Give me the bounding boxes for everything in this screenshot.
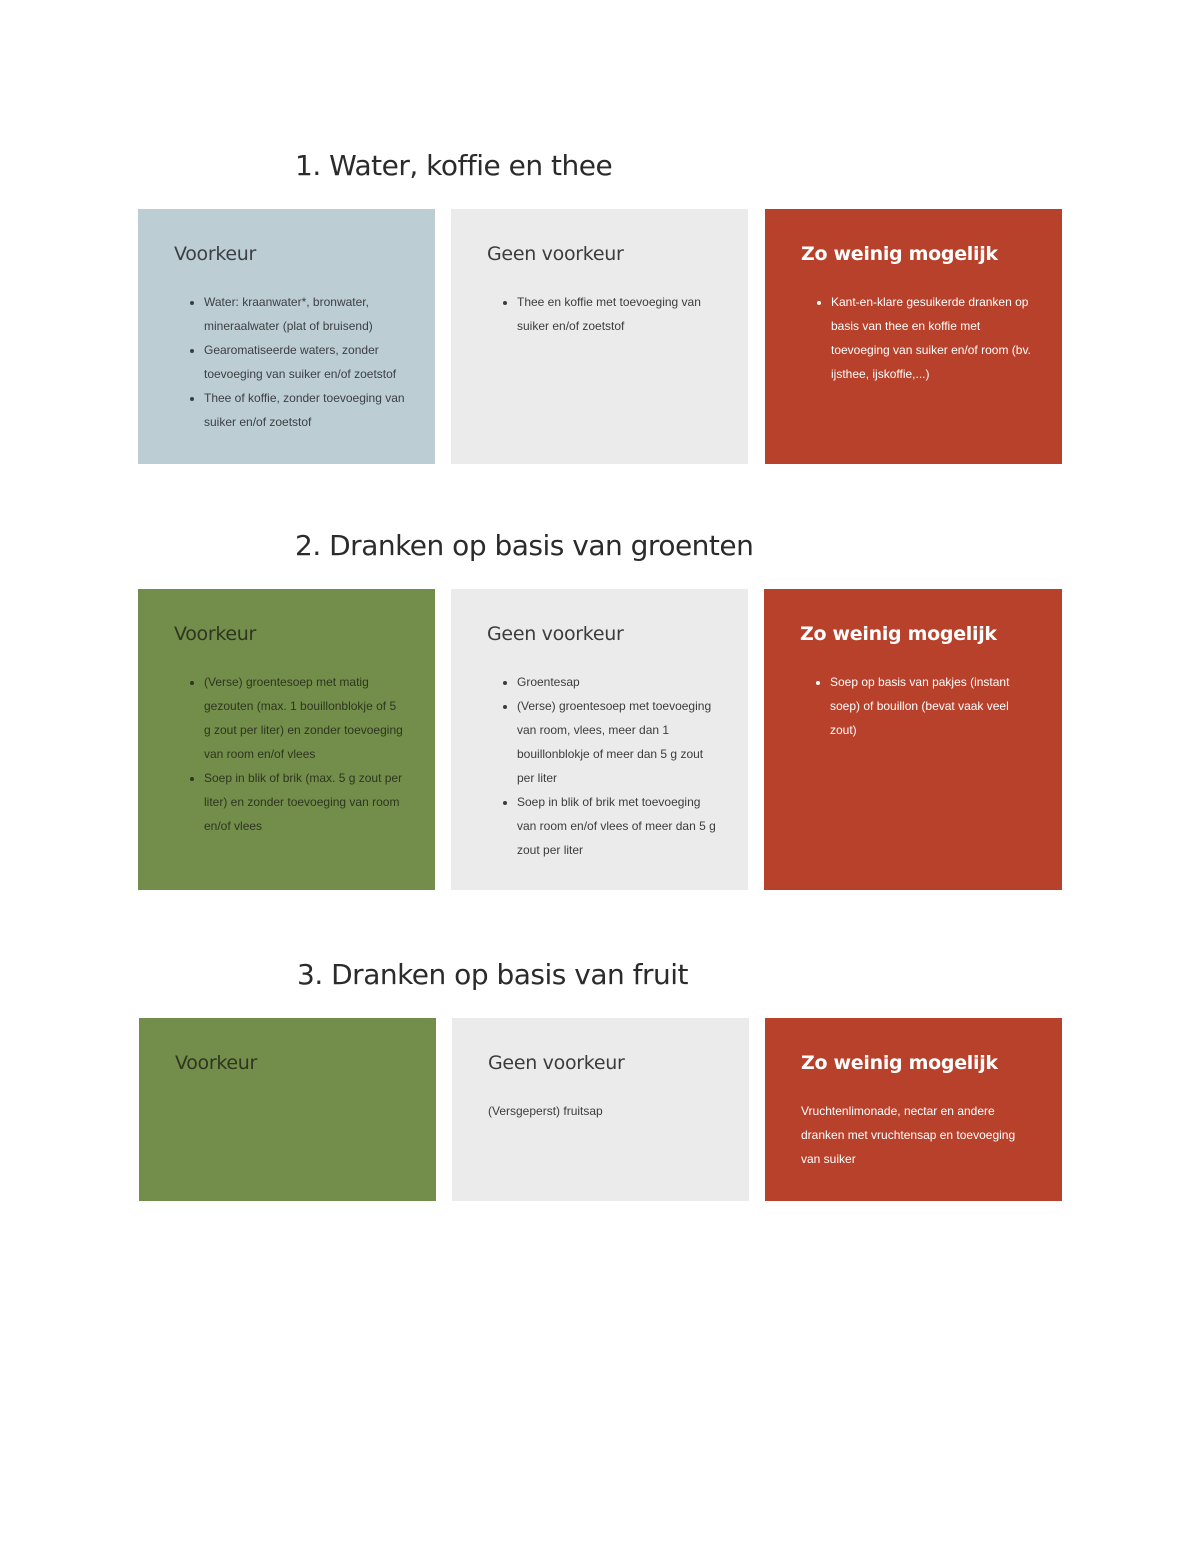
list-item: • Soep in blik of brik (max. 5 g zout per liter) en zonder toevoeging van room en/of vlees bbox=[204, 766, 405, 838]
card-list bbox=[487, 290, 718, 338]
list-item: • Thee en koffie met toevoeging van suiker en/of zoetstof bbox=[517, 290, 718, 338]
card-zo-weinig-mogelijk bbox=[764, 589, 1062, 890]
section-title: 1. Water, koffie en thee bbox=[295, 149, 613, 182]
card-geen-voorkeur bbox=[451, 589, 748, 890]
section-title: 3. Dranken op basis van fruit bbox=[297, 958, 689, 991]
card-heading: Voorkeur bbox=[174, 243, 257, 265]
list-item: • Gearomatiseerde waters, zonder toevoeging van suiker en/of zoetstof bbox=[204, 338, 405, 386]
list-item: • (Verse) groentesoep met matig gezouten (max. 1 bouillonblokje of 5 g zout per liter) en zonder toevoeging van room en/of vlees bbox=[204, 670, 405, 766]
card-list bbox=[174, 670, 405, 838]
card-list bbox=[801, 290, 1032, 386]
card-heading: Geen voorkeur bbox=[487, 243, 624, 265]
card-heading: Voorkeur bbox=[175, 1052, 258, 1074]
card-heading: Zo weinig mogelijk bbox=[800, 623, 997, 645]
card-voorkeur bbox=[139, 1018, 436, 1201]
card-heading: Geen voorkeur bbox=[487, 623, 624, 645]
card-list bbox=[800, 670, 1032, 742]
card-list bbox=[174, 290, 405, 434]
section-title: 2. Dranken op basis van groenten bbox=[295, 529, 754, 562]
list-item: • Soep in blik of brik met toevoeging van room en/of vlees of meer dan 5 g zout per liter bbox=[517, 790, 718, 862]
list-item: • Water: kraanwater*, bronwater, mineraalwater (plat of bruisend) bbox=[204, 290, 405, 338]
list-item: • Groentesap bbox=[517, 670, 718, 694]
card-zo-weinig-mogelijk bbox=[765, 209, 1062, 464]
card-geen-voorkeur bbox=[451, 209, 748, 464]
card-text: Vruchtenlimonade, nectar en andere dranken met vruchtensap en toevoeging van suiker bbox=[801, 1104, 1016, 1166]
card-heading: Zo weinig mogelijk bbox=[801, 243, 998, 265]
list-item: • Thee of koffie, zonder toevoeging van suiker en/of zoetstof bbox=[204, 386, 405, 434]
card-geen-voorkeur bbox=[452, 1018, 749, 1201]
card-heading: Geen voorkeur bbox=[488, 1052, 625, 1074]
list-item: • Kant-en-klare gesuikerde dranken op basis van thee en koffie met toevoeging van suiker en/of room (bv. ijsthee, ijskoffie,...) bbox=[831, 290, 1032, 386]
card-list bbox=[487, 670, 718, 862]
card-heading: Voorkeur bbox=[174, 623, 257, 645]
list-item: • (Verse) groentesoep met toevoeging van room, vlees, meer dan 1 bouillonblokje of meer dan 5 g zout per liter bbox=[517, 694, 718, 790]
card-text: (Versgeperst) fruitsap bbox=[488, 1104, 603, 1118]
card-heading: Zo weinig mogelijk bbox=[801, 1052, 998, 1074]
card-voorkeur bbox=[138, 589, 435, 890]
list-item: • Soep op basis van pakjes (instant soep) of bouillon (bevat vaak veel zout) bbox=[830, 670, 1032, 742]
card-voorkeur bbox=[138, 209, 435, 464]
card-zo-weinig-mogelijk bbox=[765, 1018, 1062, 1201]
